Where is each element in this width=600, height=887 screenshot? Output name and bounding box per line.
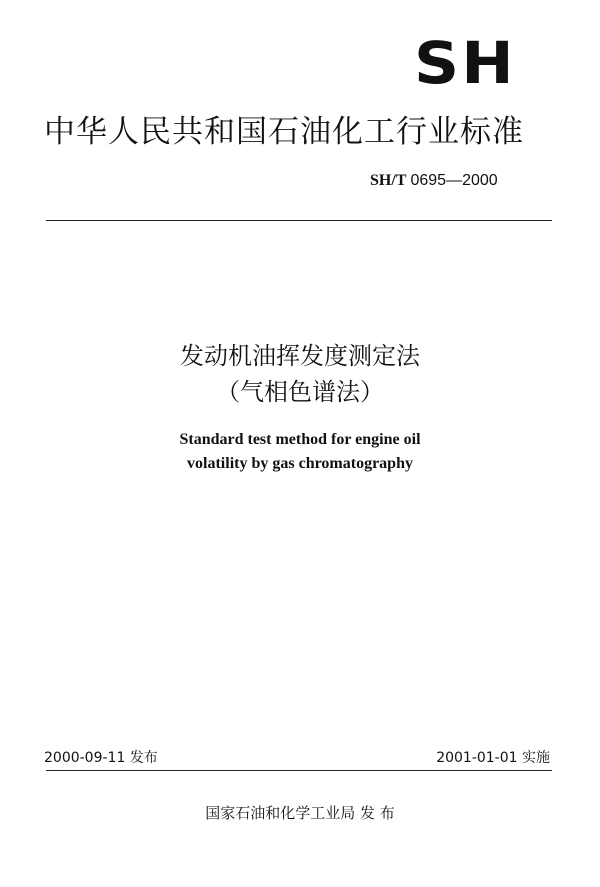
title-chinese-method: （气相色谱法） [216,378,384,406]
standard-prefix: SH/T [370,172,407,189]
title-chinese-main: 发动机油挥发度测定法 [180,342,420,370]
publisher: 国家石油和化学工业局 发 布 [205,804,395,822]
sh-logo: SH [414,29,516,97]
title-english-line-1: Standard test method for engine oil [179,431,421,448]
header-divider [46,220,552,221]
footer-divider [46,770,552,771]
title-english [0,428,600,476]
standard-code: 0695—2000 [410,172,498,189]
implementation-date: 2001-01-01 实施 [436,750,550,766]
issue-date: 2000-09-11 发布 [44,750,158,766]
standard-number [370,170,498,191]
issuing-body-title: 中华人民共和国石油化工行业标准 [44,114,524,150]
title-english-line-2: volatility by gas chromatography [187,455,413,472]
